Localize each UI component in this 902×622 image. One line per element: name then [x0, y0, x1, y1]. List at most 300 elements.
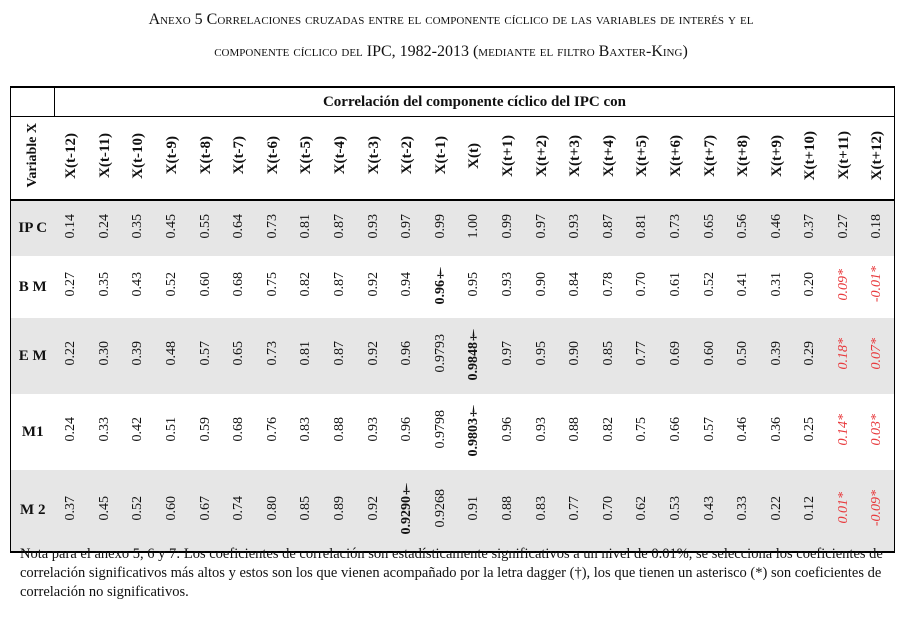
cell-value: 0.99: [500, 213, 516, 239]
column-header-label: X(t+6): [667, 134, 684, 177]
cell-value: 0.95: [466, 272, 482, 297]
cell-value: 0.69: [667, 341, 683, 366]
correlation-table: [10, 86, 895, 553]
column-header-label: X(t-11): [96, 133, 113, 178]
table-cell: [525, 394, 559, 470]
cell-value: 0.90: [567, 341, 583, 366]
cell-value: 0.9803†: [466, 402, 482, 457]
cell-value: 0.45: [164, 213, 180, 239]
table-cell: [357, 200, 391, 256]
table-cell: [424, 200, 458, 256]
column-header: [290, 117, 324, 201]
cell-value: 0.50: [735, 341, 751, 366]
table-cell: [525, 318, 559, 394]
column-header-label: X(t): [466, 142, 483, 169]
cell-value: 0.60: [197, 272, 213, 297]
cell-value: 0.68: [231, 417, 247, 442]
cell-value: 0.33: [96, 417, 112, 442]
cell-value: 0.92: [365, 272, 381, 297]
row-label: M 2: [11, 470, 55, 552]
cell-value: 0.96: [500, 417, 516, 442]
table-cell: [592, 318, 626, 394]
table-cell: [861, 394, 895, 470]
column-header: [55, 117, 89, 201]
table-cell: [323, 394, 357, 470]
column-header: [760, 117, 794, 201]
cell-value: 0.56: [735, 213, 751, 239]
table-cell: [693, 318, 727, 394]
table-cell: [189, 200, 223, 256]
cell-value: 0.57: [701, 417, 717, 442]
table-cell: [659, 318, 693, 394]
row-header: [11, 117, 55, 201]
cell-value: 0.75: [264, 272, 280, 297]
cell-value: 0.9793: [432, 334, 448, 373]
cell-value: -0.01*: [869, 266, 885, 303]
cell-value: 0.07*: [869, 337, 885, 370]
cell-value: 0.92: [365, 341, 381, 366]
cell-value: 0.91: [466, 495, 482, 521]
table-cell: [458, 318, 492, 394]
cell-value: 0.62: [634, 495, 650, 521]
cell-value: 0.97: [533, 213, 549, 239]
column-header: [357, 117, 391, 201]
cell-value: 0.87: [332, 213, 348, 239]
column-header-label: X(t+7): [701, 134, 718, 177]
table-cell: [827, 318, 861, 394]
cell-value: 0.74: [231, 495, 247, 521]
table-cell: [256, 470, 290, 552]
cell-value: 0.78: [600, 272, 616, 297]
table-cell: [592, 470, 626, 552]
table-cell: [491, 470, 525, 552]
cell-value: 0.20: [802, 272, 818, 297]
cell-value: 0.93: [567, 213, 583, 239]
cell-value: 0.99: [432, 213, 448, 239]
cell-value: 0.43: [701, 495, 717, 521]
row-label: IP C: [11, 200, 55, 256]
table-cell: [659, 200, 693, 256]
table-cell: [726, 470, 760, 552]
table-cell: [155, 318, 189, 394]
table-cell: [122, 394, 156, 470]
table-cell: [592, 394, 626, 470]
cell-value: 0.96: [399, 341, 415, 366]
table-cell: [458, 394, 492, 470]
table-cell: [525, 470, 559, 552]
cell-value: 0.75: [634, 417, 650, 442]
caption-line-2: componente cíclico del IPC, 1982-2013 (mediante el filtro Baxter-King): [214, 43, 688, 60]
table-cell: [626, 470, 660, 552]
table-cell: [357, 318, 391, 394]
cell-value: 0.31: [768, 272, 784, 297]
table-cell: [558, 394, 592, 470]
cell-value: 0.97: [399, 213, 415, 239]
column-header-label: X(t-12): [63, 132, 80, 179]
table-cell: [222, 394, 256, 470]
cell-value: 0.18*: [835, 337, 851, 370]
cell-value: 0.27: [63, 272, 79, 297]
column-header: [659, 117, 693, 201]
column-header: [525, 117, 559, 201]
table-cell: [290, 318, 324, 394]
table-cell: [491, 256, 525, 318]
table-cell: [861, 318, 895, 394]
cell-value: 0.93: [500, 272, 516, 297]
table-cell: [626, 318, 660, 394]
column-header: [491, 117, 525, 201]
cell-value: 0.73: [667, 213, 683, 239]
cell-value: 0.22: [768, 495, 784, 521]
column-header-label: X(t-6): [264, 136, 281, 175]
table-cell: [390, 470, 424, 552]
table-cell: [525, 200, 559, 256]
row-header-label: Variable X: [25, 123, 41, 188]
column-header: [827, 117, 861, 201]
cell-value: 0.77: [634, 341, 650, 366]
column-header-label: X(t-5): [298, 136, 315, 175]
cell-value: 0.83: [533, 495, 549, 521]
cell-value: 0.35: [96, 272, 112, 297]
cell-value: 0.93: [365, 417, 381, 442]
cell-value: 0.37: [63, 495, 79, 521]
table-cell: [558, 200, 592, 256]
column-header-label: X(t+8): [735, 134, 752, 177]
cell-value: 0.52: [701, 272, 717, 297]
table-cell: [827, 256, 861, 318]
cell-value: 0.27: [835, 213, 851, 239]
table-cell: [827, 394, 861, 470]
table-cell: [222, 200, 256, 256]
cell-value: 0.95: [533, 341, 549, 366]
table-cell: [55, 470, 89, 552]
table-cell: [726, 394, 760, 470]
table-cell: [122, 470, 156, 552]
table-cell: [693, 200, 727, 256]
table-cell: [222, 470, 256, 552]
table-cell: [290, 200, 324, 256]
table-cell: [323, 470, 357, 552]
column-header-label: X(t+3): [567, 134, 584, 177]
cell-value: 0.24: [63, 417, 79, 442]
column-header-label: X(t+11): [835, 131, 852, 180]
cell-value: 0.18: [869, 213, 885, 239]
cell-value: 0.90: [533, 272, 549, 297]
table-cell: [558, 256, 592, 318]
table-cell: [558, 470, 592, 552]
table-row: [11, 318, 895, 394]
table-note: Nota para el anexo 5, 6 y 7: Los coeficientes de correlación son estadísticamente significativos a un nivel de 0.01%, se selecciona los coeficientes de correlación significativos más altos y estos son los que vienen acompañado por la letra dagger (†), los que tienen un asterisco (*) son coeficientes de correlación no significativos.: [20, 546, 883, 600]
cell-value: 0.83: [298, 417, 314, 442]
table-cell: [357, 470, 391, 552]
column-header-label: X(t+5): [634, 134, 651, 177]
column-header: [155, 117, 189, 201]
caption-line-1: Anexo 5 Correlaciones cruzadas entre el componente cíclico de las variables de interés y el: [148, 11, 754, 28]
column-header-label: X(t+1): [500, 134, 517, 177]
column-header: [693, 117, 727, 201]
cell-value: 0.89: [332, 495, 348, 521]
table-cell: [794, 318, 828, 394]
table-cell: [659, 394, 693, 470]
table-cell: [122, 318, 156, 394]
table-cell: [323, 256, 357, 318]
table-cell: [458, 470, 492, 552]
cell-value: 0.70: [600, 495, 616, 521]
table-cell: [290, 394, 324, 470]
table-cell: [726, 256, 760, 318]
cell-value: 0.73: [264, 341, 280, 366]
table-cell: [626, 256, 660, 318]
cell-value: 0.24: [96, 213, 112, 239]
cell-value: 0.12: [802, 495, 818, 521]
column-header-label: X(t-9): [164, 136, 181, 175]
cell-value: 0.52: [130, 495, 146, 521]
column-header: [726, 117, 760, 201]
cell-value: 0.57: [197, 341, 213, 366]
table-cell: [827, 200, 861, 256]
table-cell: [424, 318, 458, 394]
cell-value: 0.14*: [835, 413, 851, 446]
table-cell: [424, 256, 458, 318]
cell-value: 0.14: [63, 213, 79, 239]
column-header: [794, 117, 828, 201]
column-header-label: X(t-1): [432, 136, 449, 175]
column-header: [88, 117, 122, 201]
cell-value: 0.48: [164, 341, 180, 366]
cell-value: 0.81: [298, 213, 314, 239]
cell-value: 0.67: [197, 495, 213, 521]
cell-value: 0.82: [298, 272, 314, 297]
row-label: B M: [11, 256, 55, 318]
table-cell: [558, 318, 592, 394]
cell-value: 0.9798: [432, 410, 448, 449]
cell-value: 0.35: [130, 213, 146, 239]
cell-value: 0.43: [130, 272, 146, 297]
table-cell: [592, 200, 626, 256]
column-header-label: X(t+12): [869, 130, 886, 181]
table-cell: [760, 256, 794, 318]
cell-value: 0.41: [735, 272, 751, 297]
table-cell: [794, 256, 828, 318]
correlation-table-container: [10, 86, 894, 553]
table-cell: [390, 394, 424, 470]
cell-value: 0.29: [802, 341, 818, 366]
table-row: [11, 256, 895, 318]
column-header-label: X(t-3): [365, 136, 382, 175]
cell-value: 0.76: [264, 417, 280, 442]
table-cell: [189, 470, 223, 552]
cell-value: 0.64: [231, 213, 247, 239]
table-cell: [626, 200, 660, 256]
cell-value: 0.93: [365, 213, 381, 239]
cell-value: 0.87: [332, 341, 348, 366]
column-header: [861, 117, 895, 201]
cell-value: 1.00: [466, 213, 482, 239]
cell-value: 0.01*: [835, 492, 851, 524]
table-cell: [390, 256, 424, 318]
cell-value: 0.87: [332, 272, 348, 297]
cell-value: 0.46: [768, 213, 784, 239]
table-cell: [55, 394, 89, 470]
table-title: Correlación del componente cíclico del IPC con: [55, 87, 895, 117]
row-label: E M: [11, 318, 55, 394]
table-cell: [491, 394, 525, 470]
table-cell: [827, 470, 861, 552]
cell-value: 0.46: [735, 417, 751, 442]
cell-value: 0.84: [567, 272, 583, 297]
cell-value: 0.9290†: [399, 481, 415, 535]
table-cell: [290, 256, 324, 318]
cell-value: 0.80: [264, 495, 280, 521]
table-cell: [357, 256, 391, 318]
cell-value: -0.09*: [869, 489, 885, 527]
table-cell: [122, 256, 156, 318]
cell-value: 0.94: [399, 272, 415, 297]
column-header: [558, 117, 592, 201]
table-cell: [88, 318, 122, 394]
cell-value: 0.92: [365, 495, 381, 521]
cell-value: 0.37: [802, 213, 818, 239]
column-header: [222, 117, 256, 201]
table-cell: [189, 318, 223, 394]
cell-value: 0.68: [231, 272, 247, 297]
cell-value: 0.85: [298, 495, 314, 521]
column-header: [256, 117, 290, 201]
table-cell: [491, 200, 525, 256]
cell-value: 0.88: [567, 417, 583, 442]
title-corner-cell: [11, 87, 55, 117]
column-header: [626, 117, 660, 201]
table-cell: [760, 200, 794, 256]
table-cell: [155, 470, 189, 552]
table-cell: [424, 394, 458, 470]
table-cell: [693, 256, 727, 318]
cell-value: 0.30: [96, 341, 112, 366]
cell-value: 0.97: [500, 341, 516, 366]
table-cell: [726, 200, 760, 256]
cell-value: 0.52: [164, 272, 180, 297]
table-cell: [122, 200, 156, 256]
cell-value: 0.85: [600, 341, 616, 366]
cell-value: 0.03*: [869, 413, 885, 446]
cell-value: 0.87: [600, 213, 616, 239]
table-cell: [794, 470, 828, 552]
table-cell: [323, 318, 357, 394]
table-cell: [189, 394, 223, 470]
column-header: [122, 117, 156, 201]
column-header-label: X(t+4): [600, 134, 617, 177]
cell-value: 0.36: [768, 417, 784, 442]
table-cell: [659, 256, 693, 318]
table-cell: [760, 318, 794, 394]
cell-value: 0.60: [164, 495, 180, 521]
cell-value: 0.45: [96, 495, 112, 521]
table-cell: [861, 256, 895, 318]
table-cell: [256, 318, 290, 394]
table-cell: [55, 200, 89, 256]
cell-value: 0.42: [130, 417, 146, 442]
cell-value: 0.96†: [432, 264, 448, 305]
cell-value: 0.22: [63, 341, 79, 366]
cell-value: 0.61: [667, 272, 683, 297]
table-cell: [88, 200, 122, 256]
column-header: [323, 117, 357, 201]
table-cell: [323, 200, 357, 256]
table-cell: [55, 318, 89, 394]
column-header-label: X(t-2): [399, 136, 416, 175]
table-cell: [155, 394, 189, 470]
table-cell: [424, 470, 458, 552]
table-cell: [88, 394, 122, 470]
column-header-label: X(t+2): [533, 134, 550, 177]
row-label: M1: [11, 394, 55, 470]
cell-value: 0.25: [802, 417, 818, 442]
cell-value: 0.65: [701, 213, 717, 239]
cell-value: 0.88: [500, 495, 516, 521]
column-header-label: X(t-4): [332, 136, 349, 175]
cell-value: 0.93: [533, 417, 549, 442]
column-header: [424, 117, 458, 201]
table-cell: [525, 256, 559, 318]
table-cell: [861, 470, 895, 552]
table-cell: [760, 470, 794, 552]
column-header-label: X(t+9): [768, 134, 785, 177]
column-header: [458, 117, 492, 201]
table-cell: [189, 256, 223, 318]
column-header-label: X(t-7): [231, 136, 248, 175]
table-cell: [88, 256, 122, 318]
cell-value: 0.96: [399, 417, 415, 442]
table-cell: [794, 394, 828, 470]
table-cell: [256, 256, 290, 318]
cell-value: 0.73: [264, 213, 280, 239]
column-header: [189, 117, 223, 201]
cell-value: 0.70: [634, 272, 650, 297]
cell-value: 0.77: [567, 495, 583, 521]
cell-value: 0.65: [231, 341, 247, 366]
table-cell: [390, 318, 424, 394]
column-header: [592, 117, 626, 201]
table-cell: [458, 256, 492, 318]
column-header: [390, 117, 424, 201]
table-cell: [222, 318, 256, 394]
table-cell: [155, 256, 189, 318]
table-cell: [794, 200, 828, 256]
table-cell: [55, 256, 89, 318]
table-cell: [88, 470, 122, 552]
table-cell: [458, 200, 492, 256]
column-header-label: X(t-10): [130, 132, 147, 179]
cell-value: 0.09*: [835, 268, 851, 301]
table-cell: [693, 394, 727, 470]
table-cell: [357, 394, 391, 470]
cell-value: 0.39: [768, 341, 784, 366]
column-header-label: X(t+10): [802, 130, 819, 181]
table-cell: [726, 318, 760, 394]
column-header-label: X(t-8): [197, 136, 214, 175]
table-cell: [256, 200, 290, 256]
table-row: [11, 200, 895, 256]
table-row: [11, 470, 895, 552]
cell-value: 0.81: [634, 213, 650, 239]
table-cell: [390, 200, 424, 256]
cell-value: 0.51: [164, 417, 180, 442]
table-row: [11, 394, 895, 470]
table-cell: [491, 318, 525, 394]
cell-value: 0.81: [298, 341, 314, 366]
cell-value: 0.88: [332, 417, 348, 442]
table-cell: [861, 200, 895, 256]
